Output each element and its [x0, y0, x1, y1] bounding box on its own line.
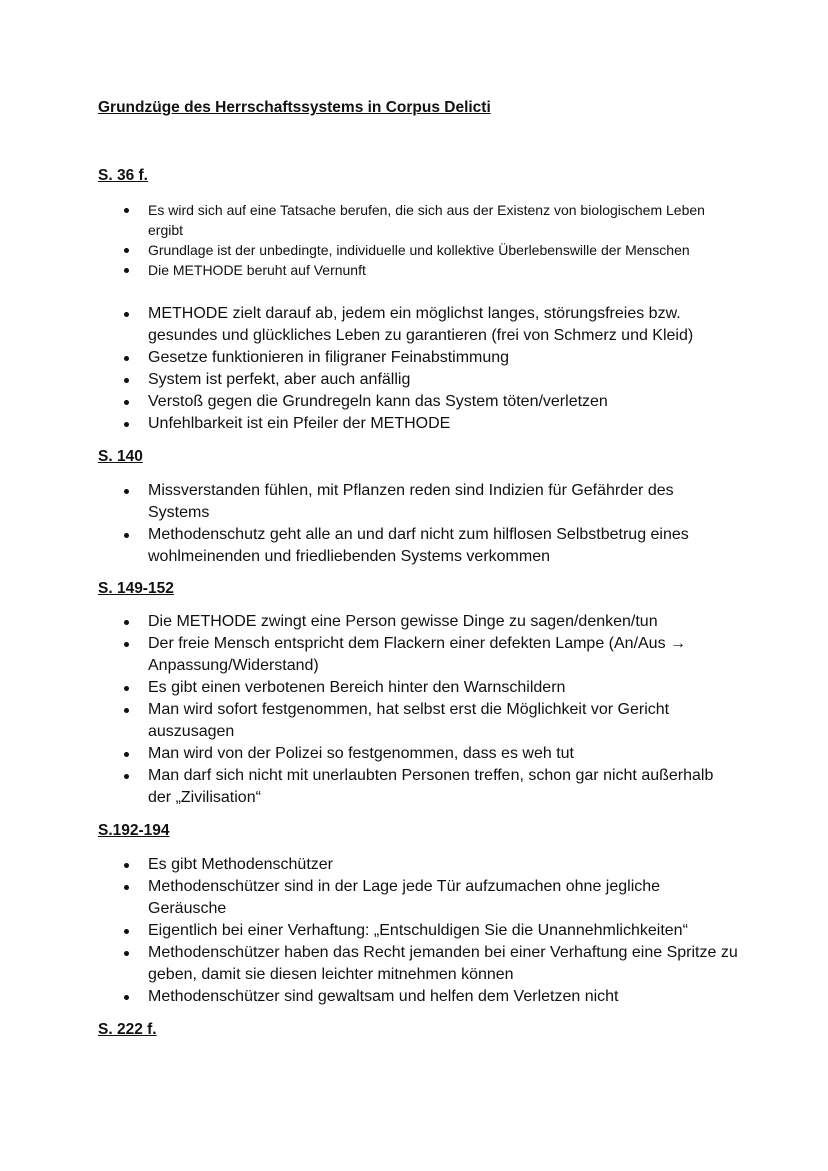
list-item: Man wird sofort festgenommen, hat selbst erst die Möglichkeit vor Gericht auszusagen	[148, 699, 738, 743]
section-heading-s192: S.192-194	[98, 822, 170, 839]
bullet-list-s149	[148, 611, 738, 809]
list-item: Man wird von der Polizei so festgenommen, dass es weh tut	[148, 743, 738, 765]
list-item: METHODE zielt darauf ab, jedem ein möglichst langes, störungsfreies bzw. gesundes und glückliches Leben zu garantieren (frei von Schmerz und Kleid)	[148, 303, 738, 347]
list-item: Eigentlich bei einer Verhaftung: „Entschuldigen Sie die Unannehmlichkeiten“	[148, 920, 738, 942]
list-item: Unfehlbarkeit ist ein Pfeiler der METHODE	[148, 413, 738, 435]
list-item: Man darf sich nicht mit unerlaubten Personen treffen, schon gar nicht außerhalb der „Zivilisation“	[148, 765, 738, 809]
list-item: Verstoß gegen die Grundregeln kann das System töten/verletzen	[148, 391, 738, 413]
list-item: Methodenschützer sind gewaltsam und helfen dem Verletzen nicht	[148, 986, 738, 1008]
bullet-list-s140	[148, 480, 738, 568]
list-item: Methodenschutz geht alle an und darf nicht zum hilflosen Selbstbetrug eines wohlmeinenden und friedliebenden Systems verkommen	[148, 524, 738, 568]
list-item: Missverstanden fühlen, mit Pflanzen reden sind Indizien für Gefährder des Systems	[148, 480, 738, 524]
section-heading-s36: S. 36 f.	[98, 167, 148, 184]
list-item: Es gibt Methodenschützer	[148, 854, 738, 876]
list-item: Methodenschützer sind in der Lage jede Tür aufzumachen ohne jegliche Geräusche	[148, 876, 738, 920]
bullet-list-s192	[148, 854, 738, 1008]
list-item: Es gibt einen verbotenen Bereich hinter den Warnschildern	[148, 677, 738, 699]
list-item: Die METHODE zwingt eine Person gewisse Dinge zu sagen/denken/tun	[148, 611, 738, 633]
list-item: Grundlage ist der unbedingte, individuelle und kollektive Überlebenswille der Menschen	[148, 240, 738, 260]
document-title: Grundzüge des Herrschaftssystems in Corpus Delicti	[98, 99, 491, 116]
list-item: Die METHODE beruht auf Vernunft	[148, 260, 738, 280]
list-item: System ist perfekt, aber auch anfällig	[148, 369, 738, 391]
section-heading-s149: S. 149-152	[98, 580, 174, 597]
list-item: Der freie Mensch entspricht dem Flackern einer defekten Lampe (An/Aus → Anpassung/Widerstand)	[148, 633, 738, 677]
list-item: Gesetze funktionieren in filigraner Feinabstimmung	[148, 347, 738, 369]
bullet-list-s36	[148, 200, 738, 280]
list-item: Es wird sich auf eine Tatsache berufen, die sich aus der Existenz von biologischem Leben ergibt	[148, 200, 738, 240]
bullet-list-s36-cont	[148, 303, 738, 435]
list-item: Methodenschützer haben das Recht jemanden bei einer Verhaftung eine Spritze zu geben, damit sie diesen leichter mitnehmen können	[148, 942, 738, 986]
section-heading-s140: S. 140	[98, 448, 143, 465]
section-heading-s222: S. 222 f.	[98, 1021, 157, 1038]
